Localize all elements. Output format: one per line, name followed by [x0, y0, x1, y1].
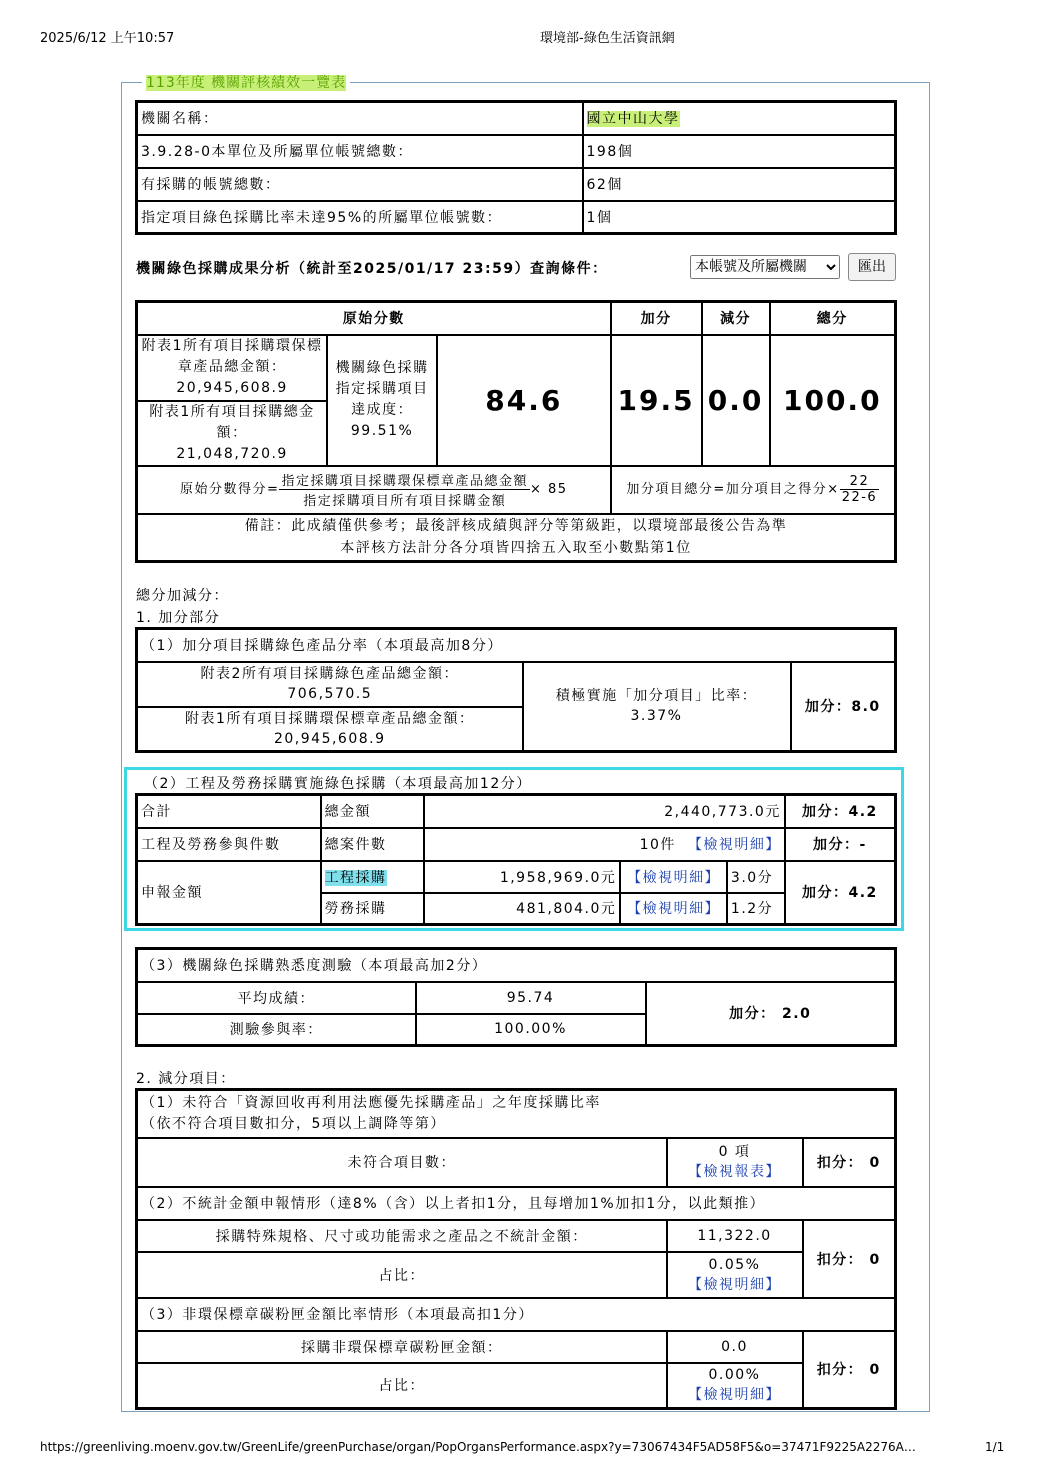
print-datetime: 2025/6/12 上午10:57 — [40, 31, 175, 46]
count-label: 工程及勞務參與件數 — [137, 828, 321, 861]
cases-view-detail-link[interactable]: 【檢視明細】 — [687, 837, 781, 853]
avg-value: 95.74 — [416, 982, 646, 1014]
bonus-part3-table — [135, 947, 897, 1047]
bonus-part2-header: （2）工程及勞務採購實施綠色採購（本項最高加12分） — [144, 776, 532, 792]
deduct-value: 0.0 — [702, 335, 770, 466]
raw-score-header: 原始分數 — [137, 302, 611, 335]
bonus-part3-header: （3）機關綠色採購熟悉度測驗（本項最高加2分） — [137, 949, 896, 982]
total-amount-label: 附表1所有項目採購總金額： — [149, 403, 315, 441]
eco-label-amount: 20,945,608.9 — [176, 380, 288, 396]
item2-ratio-label: 占比： — [137, 1252, 667, 1298]
total-amount: 21,048,720.9 — [176, 445, 288, 462]
item2-score: 扣分： 0 — [803, 1220, 896, 1298]
svc-amount: 481,804.0元 — [424, 893, 620, 925]
score-table — [135, 300, 897, 563]
adjustments-title: 總分加減分： — [136, 588, 229, 604]
bonus-part1-score: 加分：8.0 — [791, 662, 896, 752]
item1-view-report-link[interactable]: 【檢視報表】 — [688, 1164, 781, 1180]
account-total-value: 198個 — [583, 135, 896, 168]
bonus-ratio-cell: 積極實施「加分項目」比率： 3.37% — [523, 662, 791, 752]
bonus-header: 加分 — [611, 302, 702, 335]
bonus-value: 19.5 — [611, 335, 702, 466]
item2-amount-label: 採購特殊規格、尺寸或功能需求之產品之不統計金額： — [137, 1220, 667, 1252]
deduct-section-title: 2. 減分項目： — [136, 1071, 236, 1087]
eng-amount: 1,958,969.0元 — [424, 861, 620, 893]
eco-label-amount-label: 附表1所有項目採購環保標章產品總金額： — [141, 338, 323, 375]
avg-label: 平均成績： — [137, 982, 416, 1014]
eng-label: 工程採購 — [321, 861, 424, 893]
item1-value-cell: 0 項 【檢視報表】 — [667, 1138, 803, 1187]
purchasing-accounts-label: 有採購的帳號總數： — [137, 168, 583, 201]
deduct-item2-header: （2）不統計金額申報情形（達8%（含）以上者扣1分，且每增加1%加扣1分，以此類推） — [137, 1187, 896, 1220]
item3-ratio-label: 占比： — [137, 1363, 667, 1409]
total-value: 100.0 — [770, 335, 896, 466]
note-line-1: 備註：此成績僅供參考；最後評核成績與評分等第級距，以環境部最後公告為準 — [244, 518, 788, 535]
svc-label: 勞務採購 — [321, 893, 424, 925]
cases-cell: 10件 【檢視明細】 — [424, 828, 785, 861]
print-page-number: 1/1 — [985, 1440, 1005, 1454]
participation-label: 測驗參與率： — [137, 1014, 416, 1046]
achievement-value: 99.51% — [350, 423, 414, 439]
item2-view-detail-link[interactable]: 【檢視明細】 — [688, 1276, 781, 1293]
item2-ratio-cell: 0.05% 【檢視明細】 — [667, 1252, 803, 1298]
agency-name-value: 國立中山大學 — [583, 102, 896, 135]
item3-ratio-cell: 0.00% 【檢視明細】 — [667, 1363, 803, 1409]
print-title: 環境部-綠色生活資訊網 — [540, 31, 675, 46]
under95-accounts-label: 指定項目綠色採購比率未達95%的所屬單位帳號數： — [137, 201, 583, 234]
eng-view-detail-link[interactable]: 【檢視明細】 — [620, 861, 727, 893]
cases-col-label: 總案件數 — [321, 828, 424, 861]
deduct-header: 減分 — [702, 302, 770, 335]
print-url: https://greenliving.moenv.gov.tw/GreenLife/greenPurchase/organ/PopOrgansPerformance.aspx?y=73067434F5AD58F5&o=37471F9225A2276A… — [40, 1440, 916, 1454]
achievement-cell — [327, 335, 437, 466]
eng-points: 3.0分 — [727, 861, 785, 893]
raw-score-formula: 原始分數得分= $\frac{\text{指定採購項目採購環保標章產品總金額}}{\text{指定採購項目所有項目採購金額}}$ × 85 — [137, 466, 611, 514]
declared-label: 申報金額 — [137, 861, 321, 925]
purchasing-accounts-value: 62個 — [583, 168, 896, 201]
svc-points: 1.2分 — [727, 893, 785, 925]
participation-value: 100.00% — [416, 1014, 646, 1046]
green-amount-cell: 附表2所有項目採購綠色產品總金額： 706,570.5 — [137, 662, 523, 707]
score-notes — [137, 514, 896, 562]
eco-label-amount-cell — [137, 335, 328, 401]
item1-score: 扣分： 0 — [803, 1138, 896, 1187]
total-amount-col-label: 總金額 — [321, 795, 424, 828]
part2-total-score: 加分：4.2 — [785, 795, 896, 828]
fieldset-legend: 113年度 機關評核績效一覽表 — [146, 75, 347, 91]
deduct-table — [135, 1088, 897, 1410]
analysis-title: 機關綠色採購成果分析（統計至2025/01/17 23:59）查詢條件： — [136, 261, 608, 277]
item2-amount: 11,322.0 — [667, 1220, 803, 1252]
agency-info-table — [135, 100, 897, 235]
bonus-part1-table — [135, 627, 897, 753]
svc-view-detail-link[interactable]: 【檢視明細】 — [620, 893, 727, 925]
bonus-section-title: 1. 加分部分 — [136, 610, 221, 626]
deduct-item1-header: （1）未符合「資源回收再利用法應優先採購產品」之年度採購比率 （依不符合項目數扣分，5項以上調降等第） — [137, 1090, 896, 1138]
part2-cases-score: 加分：- — [785, 828, 896, 861]
deduct-item3-header: （3）非環保標章碳粉匣金額比率情形（本項最高扣1分） — [137, 1298, 896, 1331]
agency-name-label: 機關名稱： — [137, 102, 583, 135]
query-condition-select[interactable] — [690, 255, 840, 279]
total-header: 總分 — [770, 302, 896, 335]
part2-total-amount: 2,440,773.0元 — [424, 795, 785, 828]
item3-amount: 0.0 — [667, 1331, 803, 1363]
export-button[interactable]: 匯出 — [848, 253, 896, 281]
achievement-label: 機關綠色採購指定採購項目達成度： — [335, 360, 429, 418]
note-line-2: 本評核方法計分各分項皆四捨五入取至小數點第1位 — [340, 540, 692, 557]
bonus-part1-header: （1）加分項目採購綠色產品分率（本項最高加8分） — [137, 629, 896, 662]
sum-label: 合計 — [137, 795, 321, 828]
total-amount-cell — [137, 401, 328, 466]
part2-declared-score: 加分：4.2 — [785, 861, 896, 925]
item3-amount-label: 採購非環保標章碳粉匣金額： — [137, 1331, 667, 1363]
eco-amount-cell: 附表1所有項目採購環保標章產品總金額： 20,945,608.9 — [137, 707, 523, 752]
bonus-formula: 加分項目總分=加分項目之得分× $\frac{22}{22-6}$ — [611, 466, 896, 514]
bonus-part3-score: 加分： 2.0 — [646, 982, 896, 1046]
under95-accounts-value: 1個 — [583, 201, 896, 234]
account-total-label: 3.9.28-0本單位及所屬單位帳號總數： — [137, 135, 583, 168]
item3-view-detail-link[interactable]: 【檢視明細】 — [688, 1387, 781, 1404]
item3-score: 扣分： 0 — [803, 1331, 896, 1409]
item1-label: 未符合項目數： — [137, 1138, 667, 1187]
raw-score-value: 84.6 — [437, 335, 611, 466]
bonus-part2-table — [135, 793, 897, 926]
